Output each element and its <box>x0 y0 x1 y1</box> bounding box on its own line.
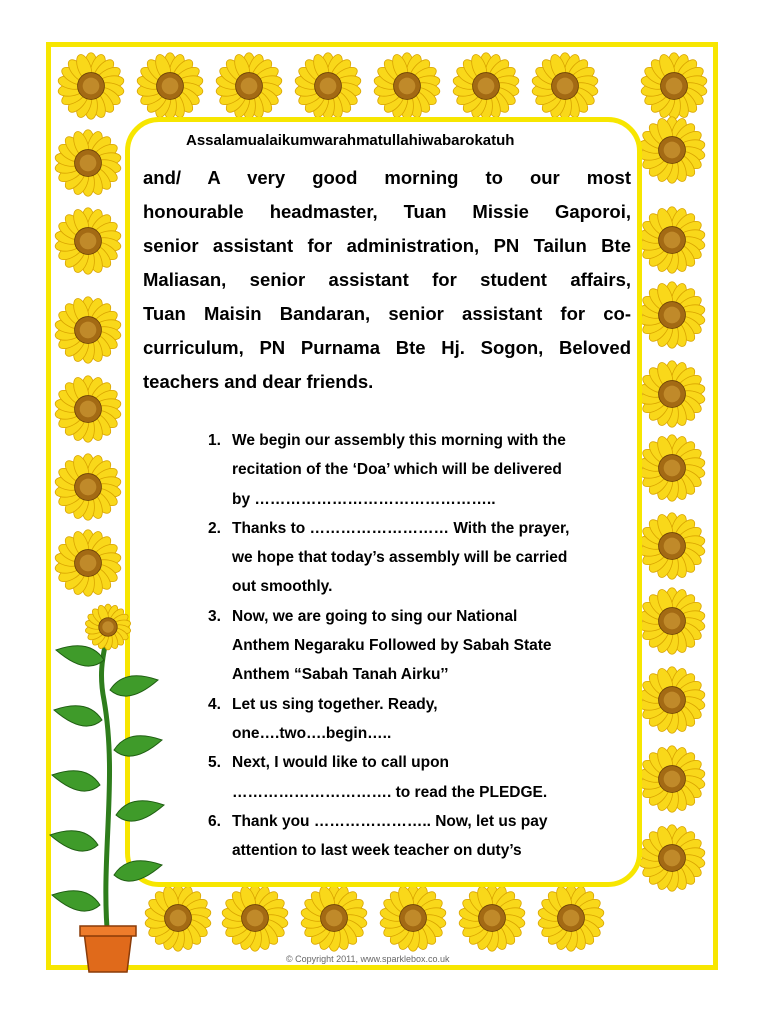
list-item-line: attention to last week teacher on duty’s <box>232 842 522 860</box>
list-item-line: Let us sing together. Ready, <box>232 695 438 713</box>
sunflower-icon <box>57 53 125 120</box>
list-item-line: out smoothly. <box>232 578 333 596</box>
sunflower-icon <box>638 117 706 184</box>
sunflower-icon <box>136 53 204 120</box>
sunflower-icon <box>638 513 706 580</box>
intro-paragraph <box>143 161 631 399</box>
list-item-line: one….two….begin….. <box>232 724 392 742</box>
list-item-line: recitation of the ‘Doa’ which will be delivered <box>232 461 562 479</box>
sunflower-icon <box>54 130 122 197</box>
list-item-number: 6. <box>208 812 221 830</box>
sunflower-icon <box>373 53 441 120</box>
list-item <box>208 426 628 514</box>
list-item <box>208 807 628 866</box>
assembly-steps-list <box>208 426 628 865</box>
list-item-line: Anthem Negaraku Followed by Sabah State <box>232 637 552 655</box>
intro-line: honourable headmaster, Tuan Missie Gaporoi, <box>143 201 631 222</box>
list-item <box>208 602 628 690</box>
intro-line: curriculum, PN Purnama Bte Hj. Sogon, Beloved <box>143 337 631 358</box>
list-item <box>208 690 628 749</box>
sunflower-icon <box>638 746 706 813</box>
list-item-line: …………………………. to read the PLEDGE. <box>232 783 548 801</box>
list-item-line: by ……………………………………….. <box>232 490 496 508</box>
list-item-line: Next, I would like to call upon <box>232 754 450 772</box>
copyright-note: © Copyright 2011, www.sparklebox.co.uk <box>286 954 450 964</box>
sunflower-icon <box>638 282 706 349</box>
intro-line: senior assistant for administration, PN Tailun Bte <box>143 235 631 256</box>
intro-line: Maliasan, senior assistant for student affairs, <box>143 269 631 290</box>
sunflower-icon <box>638 667 706 734</box>
sunflower-icon <box>638 588 706 655</box>
list-item-number: 1. <box>208 432 221 449</box>
sunflower-icon <box>294 53 362 120</box>
sunflower-icon <box>300 885 368 952</box>
sunflower-icon <box>640 53 708 120</box>
sunflower-icon <box>638 207 706 274</box>
list-item-line: Thanks to ……………………… With the prayer, <box>232 519 570 537</box>
sunflower-icon <box>54 208 122 275</box>
sunflower-icon <box>54 454 122 521</box>
sunflower-icon <box>531 53 599 120</box>
list-item-number: 4. <box>208 695 221 713</box>
sunflower-icon <box>638 825 706 892</box>
sunflower-icon <box>221 885 289 952</box>
sunflower-icon <box>215 53 283 120</box>
sunflower-icon <box>452 53 520 120</box>
list-item-line: Now, we are going to sing our National <box>232 607 518 625</box>
sunflower-icon <box>638 361 706 428</box>
list-item-number: 2. <box>208 519 221 537</box>
sunflower-icon <box>638 435 706 502</box>
sunflower-icon <box>54 530 122 597</box>
greeting-heading: Assalamualaikumwarahmatullahiwabarokatuh <box>186 132 515 149</box>
intro-line: teachers and dear friends. <box>143 371 374 392</box>
intro-line: and/ A very good morning to our most <box>143 167 631 188</box>
sunflower-icon <box>144 885 212 952</box>
intro-line: Tuan Maisin Bandaran, senior assistant for co- <box>143 303 631 324</box>
list-item <box>208 514 628 602</box>
sunflower-icon <box>54 376 122 443</box>
list-item-line: We begin our assembly this morning with the <box>232 432 566 449</box>
sunflower-icon <box>458 885 526 952</box>
sunflower-icon <box>537 885 605 952</box>
sunflower-icon <box>54 297 122 364</box>
list-item-line: Anthem “Sabah Tanah Airku’’ <box>232 666 449 684</box>
list-item-number: 5. <box>208 754 221 772</box>
list-item-number: 3. <box>208 607 221 625</box>
list-item-line: Thank you ………………….. Now, let us pay <box>232 812 548 830</box>
sunflower-icon <box>379 885 447 952</box>
list-item <box>208 748 628 807</box>
list-item-line: we hope that today’s assembly will be carried <box>232 549 568 567</box>
